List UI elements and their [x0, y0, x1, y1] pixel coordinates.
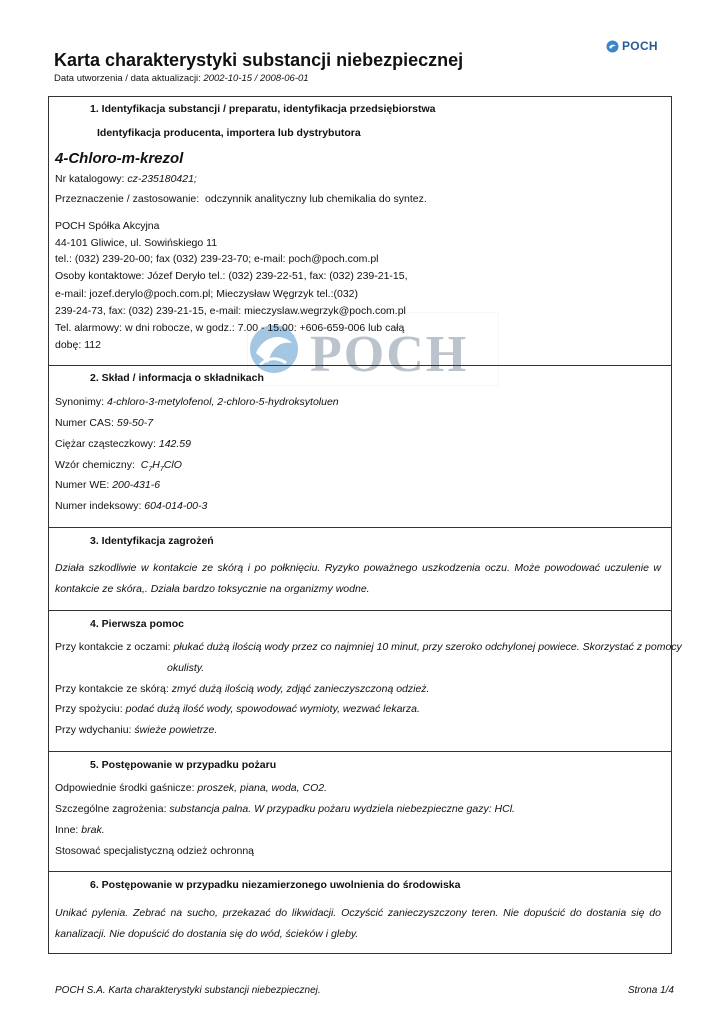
cas-number [55, 417, 153, 429]
catalog-label: Nr katalogowy: [55, 173, 125, 185]
poch-logo [606, 38, 658, 54]
dates-label: Data utworzenia / data aktualizacji: [54, 73, 201, 84]
other-label: Inne: [55, 824, 79, 836]
other-info [55, 824, 105, 836]
catalog-value: cz-235180421; [127, 173, 197, 185]
mw-label: Ciężar cząsteczkowy: [55, 438, 156, 450]
section-divider [48, 610, 672, 611]
address-line: 239-24-73, fax: (032) 239-21-15, e-mail: mieczyslaw.wegrzyk@poch.com.pl [55, 305, 406, 317]
formula-label: Wzór chemiczny: [55, 459, 135, 471]
mw-value: 142.59 [158, 438, 191, 450]
product-name: 4-Chloro-m-krezol [55, 150, 184, 167]
cas-label: Numer CAS: [55, 417, 114, 429]
section1-subheading: Identyfikacja producenta, importera lub dystrybutora [97, 127, 361, 139]
other-value: brak. [81, 824, 105, 836]
hazards-label: Szczególne zagrożenia: [55, 803, 167, 815]
inhale-label: Przy wdychaniu: [55, 724, 132, 736]
we-label: Numer WE: [55, 479, 110, 491]
section-divider [48, 871, 672, 872]
logo-text: POCH [622, 39, 658, 53]
eyes-value: płukać dużą ilością wody przez co najmniej 10 minut, przy szeroko odchylonej powiece. Skorzystać z pomocy [173, 641, 682, 653]
ingest-label: Przy spożyciu: [55, 703, 123, 715]
address-line: POCH Spółka Akcyjna [55, 220, 160, 232]
address-line: Tel. alarmowy: w dni robocze, w godz.: 7.00 - 15.00: +606-659-006 lub całą [55, 322, 405, 334]
address-line: tel.: (032) 239-20-00; fax (032) 239-23-70; e-mail: poch@poch.com.pl [55, 253, 379, 265]
use-label: Przeznaczenie / zastosowanie: [55, 193, 200, 205]
address-line: 44-101 Gliwice, ul. Sowińskiego 11 [55, 237, 218, 249]
section3-heading: 3. Identyfikacja zagrożeń [90, 535, 214, 547]
index-value: 604-014-00-3 [144, 500, 208, 512]
protective-clothing: Stosować specjalistyczną odzież ochronną [55, 845, 255, 857]
section4-heading: 4. Pierwsza pomoc [90, 618, 184, 630]
release-text-line: Unikać pylenia. Zebrać na sucho, przekazać do likwidacji. Oczyścić zanieczyszczony teren. Nie dopuścić do dostania się do [55, 907, 661, 919]
hazards-text-line: kontakcie ze skóra,. Działa bardzo toksycznie na organizmy wodne. [55, 583, 370, 595]
section2-heading: 2. Skład / informacja o składnikach [90, 372, 264, 384]
poch-logo-icon [606, 40, 619, 53]
intended-use [55, 193, 427, 205]
section-divider [48, 751, 672, 752]
inhale-value: świeże powietrze. [134, 724, 218, 736]
index-label: Numer indeksowy: [55, 500, 142, 512]
we-value: 200-431-6 [112, 479, 161, 491]
footer-text: POCH S.A. Karta charakterystyki substancji niebezpiecznej. [55, 985, 321, 996]
address-line: Osoby kontaktowe: Józef Deryło tel.: (032) 239-22-51, fax: (032) 239-21-15, [55, 270, 408, 282]
agents-value: proszek, piana, woda, CO2. [197, 782, 327, 794]
index-number [55, 500, 207, 512]
svg-text:POCH: POCH [310, 326, 469, 383]
page-number: Strona 1/4 [627, 985, 674, 996]
first-aid-eyes [55, 641, 682, 653]
cas-value: 59-50-7 [116, 417, 154, 429]
document-dates [54, 73, 309, 84]
section-divider [48, 365, 672, 366]
address-line: dobę: 112 [55, 339, 101, 351]
chemical-formula [55, 459, 182, 473]
we-number [55, 479, 160, 491]
document-title: Karta charakterystyki substancji niebezpiecznej [54, 50, 464, 70]
release-text-line: kanalizacji. Nie dopuścić do dostania się do wód, ścieków i gleby. [55, 928, 359, 940]
section5-heading: 5. Postępowanie w przypadku pożaru [90, 759, 277, 771]
agents-label: Odpowiednie środki gaśnicze: [55, 782, 195, 794]
ingest-value: podać dużą ilość wody, spowodować wymioty, wezwać lekarza. [125, 703, 420, 715]
hazards-text-line: Działa szkodliwie w kontakcie ze skórą i po połknięciu. Ryzyko poważnego uszkodzenia oczu. Może powodować uczulenie w [55, 562, 661, 574]
skin-value: zmyć dużą ilością wody, zdjąć zanieczyszczoną odzież. [171, 683, 430, 695]
special-hazards [55, 803, 515, 815]
first-aid-ingestion [55, 703, 420, 715]
catalog-number [55, 173, 197, 185]
skin-label: Przy kontakcie ze skórą: [55, 683, 169, 695]
first-aid-inhalation [55, 724, 217, 736]
eyes-label: Przy kontakcie z oczami: [55, 641, 171, 653]
molecular-weight [55, 438, 191, 450]
dates-value: 2002-10-15 / 2008-06-01 [203, 73, 309, 84]
synonyms [55, 396, 339, 408]
eyes-value-continued: okulisty. [167, 662, 205, 674]
address-line: e-mail: jozef.derylo@poch.com.pl; Mieczysław Węgrzyk tel.:(032) [55, 288, 359, 300]
synonyms-label: Synonimy: [55, 396, 105, 408]
formula-value: $C_7H_7ClO$ [140, 459, 182, 474]
section6-heading: 6. Postępowanie w przypadku niezamierzonego uwolnienia do środowiska [90, 879, 461, 891]
section-divider [48, 527, 672, 528]
first-aid-skin [55, 683, 429, 695]
synonyms-value: 4-chloro-3-metylofenol, 2-chloro-5-hydroksytoluen [106, 396, 339, 408]
extinguishing-agents [55, 782, 327, 794]
hazards-value: substancja palna. W przypadku pożaru wydziela niebezpieczne gazy: HCl. [169, 803, 515, 815]
use-value: odczynnik analityczny lub chemikalia do syntez. [205, 193, 427, 205]
section1-heading: 1. Identyfikacja substancji / preparatu, identyfikacja przedsiębiorstwa [90, 103, 436, 115]
